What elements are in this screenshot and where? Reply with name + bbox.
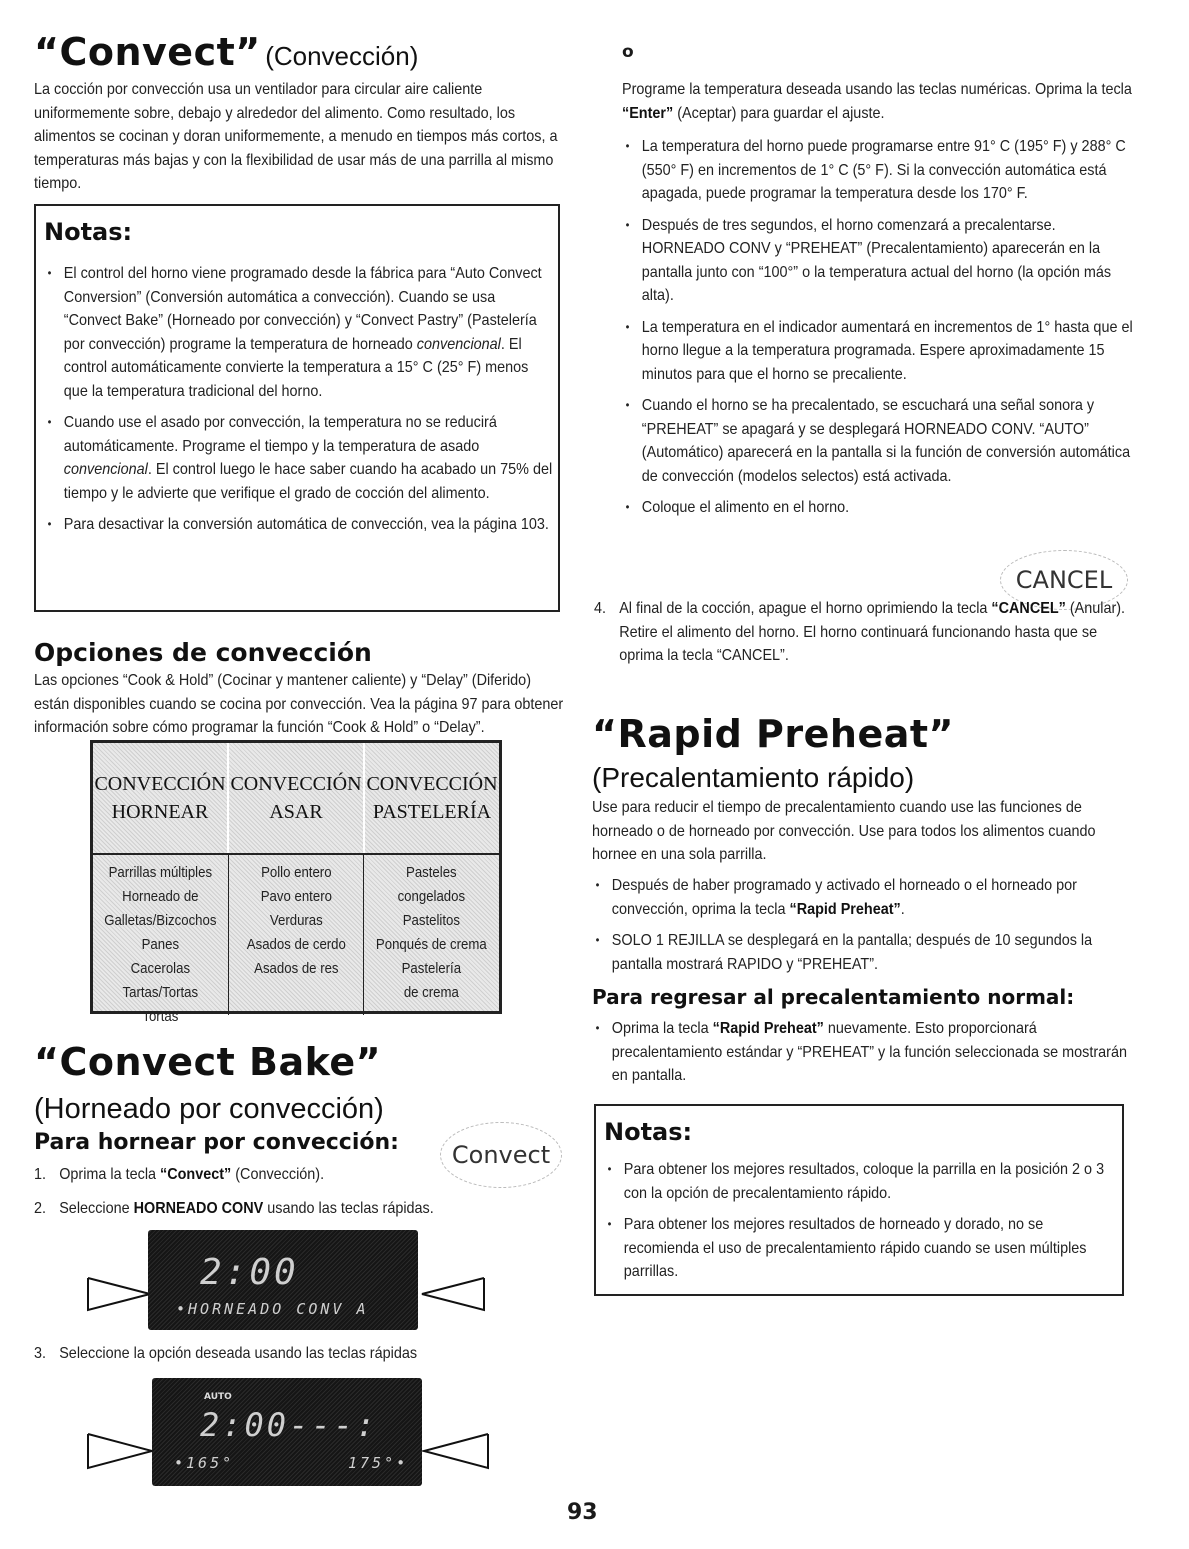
normal-preheat-heading: Para regresar al precalentamiento normal: xyxy=(592,985,1075,1009)
options-paragraph: Las opciones “Cook & Hold” (Cocinar y mantener caliente) y “Delay” (Diferido) están disponibles cuando se cocina por convección. Vea la página 97 para obtener información sobre cómo programar la función “Cook & Hold” o “Delay”. xyxy=(34,672,564,736)
note-item: • Para obtener los mejores resultados, coloque la parrilla en la posición 2 o 3 con la opción de precalentamiento rápido. xyxy=(604,1158,1118,1205)
convect-title: “Convect” xyxy=(34,30,261,74)
list-item: • Después de haber programado y activado el horneado o el horneado por convección, oprima la tecla “Rapid Preheat”. xyxy=(592,874,1136,921)
rapid-preheat-paragraph: Use para reducir el tiempo de precalentamiento cuando use las funciones de horneado o de horneado por convección. Use para todos los alimentos cuando hornee en una sola parrilla. xyxy=(592,799,1096,863)
notes-box-rapid xyxy=(594,1104,1124,1296)
table-cell: Pastelitos xyxy=(403,912,461,929)
note-item: • Para desactivar la conversión automática de convección, vea la página 103. xyxy=(44,513,553,537)
table-cell: Ponqués de crema xyxy=(376,936,488,953)
step-3: 3. Seleccione la opción deseada usando las teclas rápidas xyxy=(34,1345,418,1362)
table-header-row xyxy=(93,743,499,855)
table-cell: Pastelería xyxy=(401,960,462,977)
table-cell: Cacerolas xyxy=(130,960,191,977)
convect-bake-subtitle: (Horneado por convección) xyxy=(34,1093,384,1125)
table-cell: Asados de cerdo xyxy=(246,936,346,953)
step-2: 2. Seleccione HORNEADO CONV usando las teclas rápidas. xyxy=(34,1200,434,1217)
note-item: • El control del horno viene programado desde la fábrica para “Auto Convect Conversion” (Conversión automática a convección). Cuando se usa “Convect Bake” (Horneado por convección) y “Convect Pastry” (Pastelería por convección) programe la temperatura de horneado convencional. El control automáticamente convierte la temperatura a 15° C (25° F) menos que la temperatura tradicional del horno. xyxy=(44,262,553,403)
table-cell: Parrillas múltiples xyxy=(108,864,213,881)
display-right-temp: 175°• xyxy=(348,1454,409,1472)
table-header: CONVECCIÓN HORNEAR xyxy=(93,743,229,853)
notes-title: Notas: xyxy=(604,1118,693,1146)
table-cell: de crema xyxy=(404,984,460,1001)
right-arrow-icon xyxy=(420,1430,492,1472)
convect-paragraph: La cocción por convección usa un ventilador para circular aire caliente uniformemente sobre, debajo y alrededor del alimento. Como resultado, los alimentos se cocinan y doran uniformemente, a menudo en tiempos más cortos, a temperaturas más bajas y con la flexibilidad de usar más de una parrilla al mismo tiempo. xyxy=(34,81,558,192)
table-header: CONVECCIÓN PASTELERÍA xyxy=(366,773,498,823)
left-arrow-icon xyxy=(84,1274,154,1314)
display-time: 2:00---: xyxy=(200,1406,379,1444)
step-1: 1. Oprima la tecla “Convect” (Convección). xyxy=(34,1166,325,1183)
or-label: o xyxy=(622,42,634,62)
list-item: • La temperatura en el indicador aumentará en incrementos de 1° hasta que el horno llegue a la temperatura programada. Espere aproximadamente 15 minutos para que el horno se precaliente. xyxy=(622,316,1134,387)
step-4: 4. Al final de la cocción, apague el horno oprimiendo la tecla “CANCEL” (Anular). Retire el alimento del horno. El horno continuará funcionando hasta que se oprima la tecla “CANCEL”. xyxy=(594,600,1126,664)
table-cell: Horneado de xyxy=(122,888,199,905)
list-item: • La temperatura del horno puede programarse entre 91° C (195° F) y 288° C (550° F) en incrementos de 1° C (5° F). Si la convección automática está apagada, puede programar la temperatura desde los 170° F. xyxy=(622,135,1134,206)
rapid-preheat-subtitle: (Precalentamiento rápido) xyxy=(592,762,915,793)
options-title: Opciones de convección xyxy=(34,638,372,667)
page-number: 93 xyxy=(567,1500,598,1525)
program-temp-paragraph: Programe la temperatura deseada usando las teclas numéricas. Oprima la tecla “Enter” (Aceptar) para guardar el ajuste. xyxy=(622,81,1132,122)
list-item: • Después de tres segundos, el horno comenzará a precalentarse. HORNEADO CONV y “PREHEAT” (Precalentamiento) aparecerán en la pantalla junto con “100°” o la temperatura actual del horno (la opción más alta). xyxy=(622,214,1134,308)
table-cell: Pavo entero xyxy=(260,888,332,905)
table-header: CONVECCIÓN ASAR xyxy=(229,743,365,853)
left-arrow-icon xyxy=(84,1430,156,1472)
note-item: • Cuando use el asado por convección, la temperatura no se reducirá automáticamente. Programe el tiempo y la temperatura de asado convencional. El control luego le hace saber cuando ha acabado un 75% del tiempo y le advierte que verifique el grado de cocción del alimento. xyxy=(44,411,553,505)
table-cell: Pollo entero xyxy=(260,864,332,881)
table-cell: Asados de res xyxy=(253,960,339,977)
list-item: • SOLO 1 REJILLA se desplegará en la pantalla; después de 10 segundos la pantalla mostrará RAPIDO y “PREHEAT”. xyxy=(592,929,1136,976)
table-cell: Pasteles xyxy=(406,864,458,881)
list-item: • Cuando el horno se ha precalentado, se escuchará una señal sonora y “PREHEAT” se apagará y se desplegará HORNEADO CONV. “AUTO” (Automático) aparecerá en la pantalla si la función de conversión automática de convección (modelos selectos) está activada. xyxy=(622,394,1134,488)
rapid-preheat-title: “Rapid Preheat” xyxy=(592,712,955,756)
table-cell: Galletas/Bizcochos xyxy=(104,912,217,929)
right-arrow-icon xyxy=(418,1274,488,1314)
table-column-asar xyxy=(229,855,365,1015)
display-time: 2:00 xyxy=(200,1252,299,1293)
convection-options-table xyxy=(90,740,502,1025)
cancel-key-label: CANCEL xyxy=(1015,566,1113,594)
table-cell: Tortas xyxy=(142,1008,179,1025)
display-left-temp: •165° xyxy=(174,1454,235,1472)
table-cell: congelados xyxy=(397,888,466,905)
table-cell: Verduras xyxy=(269,912,323,929)
table-cell: Tartas/Tortas xyxy=(122,984,199,1001)
convect-key-label: Convect xyxy=(451,1141,551,1169)
convect-bake-title: “Convect Bake” xyxy=(34,1040,382,1084)
display-screen xyxy=(148,1230,418,1330)
table-column-hornear xyxy=(93,855,229,1025)
display-auto-label: AUTO xyxy=(204,1392,232,1402)
table-column-pasteleria xyxy=(364,855,499,1015)
table-body xyxy=(93,855,499,1025)
convect-subtitle: (Convección) xyxy=(265,41,419,71)
notes-title: Notas: xyxy=(44,218,133,246)
convect-bake-heading: Para hornear por convección: xyxy=(34,1130,399,1155)
note-item: • Para obtener los mejores resultados de horneado y dorado, no se recomienda el uso de precalentamiento rápido cuando se usen múltiples parrillas. xyxy=(604,1213,1118,1284)
list-item: • Coloque el alimento en el horno. xyxy=(622,496,1134,520)
list-item: • Oprima la tecla “Rapid Preheat” nuevamente. Esto proporcionará precalentamiento estándar y “PREHEAT” y la función seleccionada se mostrarán en pantalla. xyxy=(592,1017,1136,1088)
table-cell: Panes xyxy=(141,936,180,953)
display-screen xyxy=(152,1378,422,1486)
display-mode: •HORNEADO CONV A xyxy=(176,1300,369,1318)
convect-heading xyxy=(34,30,559,74)
notes-box-convect xyxy=(34,204,560,612)
